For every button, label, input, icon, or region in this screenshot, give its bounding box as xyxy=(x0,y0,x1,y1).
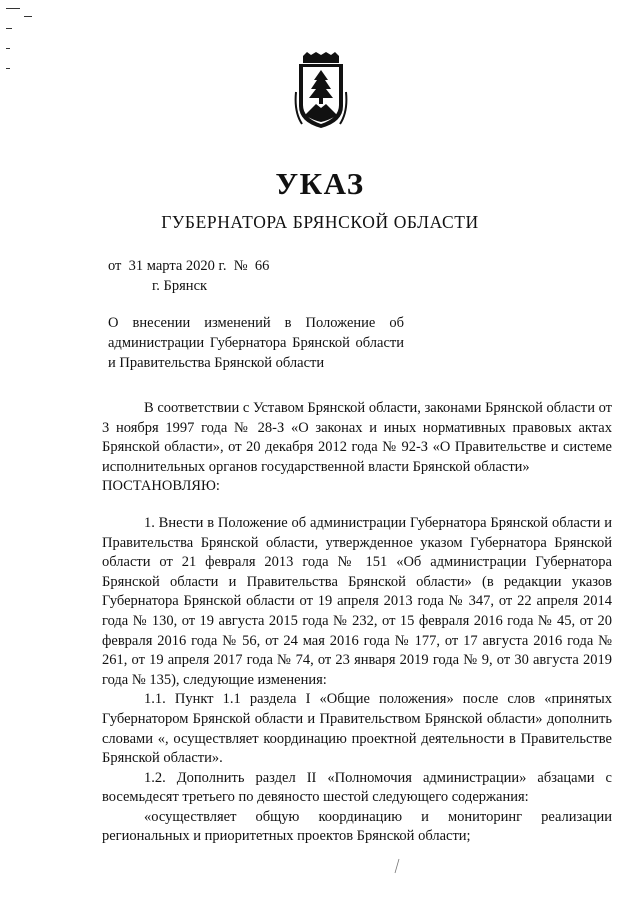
decree-keyword: ПОСТАНОВЛЯЮ: xyxy=(102,478,220,495)
bryansk-coat-of-arms-icon xyxy=(294,52,348,132)
document-meta xyxy=(108,256,269,296)
date-number-line: от 31 марта 2020 г. № 66 xyxy=(108,258,270,274)
document-body xyxy=(102,399,612,847)
item-1-2-paragraph: 1.2. Дополнить раздел II «Полномочия администрации» абзацами с восемьдесят третьего по девяносто шестой следующего содержания: xyxy=(102,769,612,806)
preamble-paragraph: В соответствии с Уставом Брянской области, законами Брянской области от 3 ноября 1997 года № 28-З «О законах и иных нормативных правовых актах Брянской области», от 20 декабря 2012 года № 92-З «О Правительстве и системе исполнительных органов государственной власти Брянской области» xyxy=(102,400,612,475)
item-1-paragraph: 1. Внести в Положение об администрации Губернатора Брянской области и Правительства Брянской области, утвержденное указом Губернатора Брянской области от 21 февраля 2013 года № 151 «Об администрации Губернатора Брянской области и Правительства Брянской области» (в редакции указов Губернатора Брянской области от 19 апреля 2013 года № 347, от 22 апреля 2014 года № 130, от 19 августа 2015 года № 232, от 15 февраля 2016 года № 45, от 20 февраля 2016 года № 56, от 24 мая 2016 года № 177, от 17 августа 2016 года № 261, от 19 апреля 2017 года № 74, от 23 января 2019 года № 9, от 30 августа 2019 года № 135), следующие изменения: xyxy=(102,514,612,688)
scan-stray-mark xyxy=(393,858,401,874)
quoted-addition-paragraph: «осуществляет общую координацию и мониторинг реализации региональных и приоритетных проектов Брянской области; xyxy=(102,808,612,845)
city-line: г. Брянск xyxy=(152,278,208,294)
item-1-1-paragraph: 1.1. Пункт 1.1 раздела I «Общие положения» после слов «принятых Губернатором Брянской области и Правительством Брянской области» дополнить словами «, осуществляет координацию проектной деятельности в Правительстве Брянской области». xyxy=(102,691,612,767)
document-subtitle: ГУБЕРНАТОРА БРЯНСКОЙ ОБЛАСТИ xyxy=(161,212,479,232)
document-subject: О внесении изменений в Положение об администрации Губернатора Брянской области и Правительства Брянской области xyxy=(108,315,404,371)
document-title: УКАЗ xyxy=(275,166,365,201)
